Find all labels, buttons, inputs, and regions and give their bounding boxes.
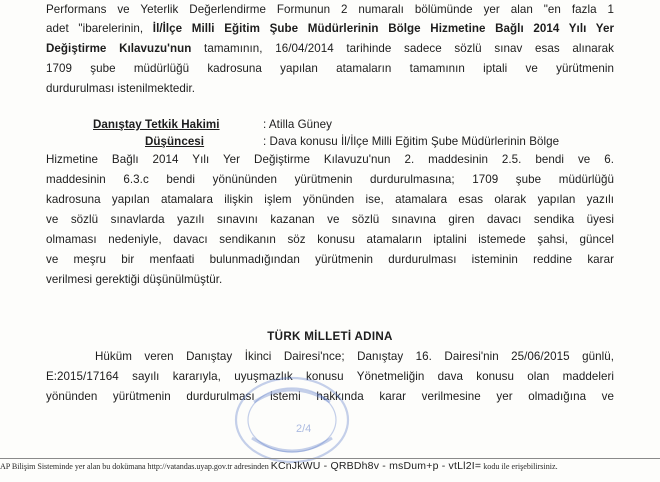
paragraph-1-line-3-text: tamamının, 16/04/2014 tarihinde sadece sözlü sınav esas alınarak xyxy=(191,42,615,55)
footer-prefix: AP Bilişim Sisteminde yer alan bu dokümana http://vatandas.uyap.gov.tr adresinden xyxy=(0,462,269,471)
opinion-line: ve meşru bir menfaati bulunmadığından yürütmenin durdurulması isteminin reddine karar xyxy=(46,253,614,266)
judge-value: : Atilla Güney xyxy=(263,118,333,131)
judgment-line-3: yönünden yürütmenin durdurulması istemi hakkında karar verilmesine yer olmadığına ve xyxy=(46,390,614,403)
footer-verification-code: KCnJkWU - QRBDh8v - msDum+p - vtLl2I= xyxy=(270,460,482,472)
opinion-line: olmaması nedeniyle, davacı sendikanın söz konusu atamaların iptalini istemede şahsi, güncel xyxy=(46,233,614,246)
paragraph-1-line-5: durdurulması istenilmektedir. xyxy=(46,82,196,95)
opinion-line: maddesinin 6.3.c bendi yönününden yürütmenin durdurulmasına; 1709 şube müdürlüğü xyxy=(46,173,614,186)
paragraph-1-line-2 xyxy=(46,22,614,36)
guideline-title-part-2: Değiştirme Kılavuzu'nun xyxy=(46,42,192,55)
judgment-line-2: E:2015/17164 sayılı kararıyla, uyuşmazlık konusu Yönetmeliğin dava konusu olan maddeleri xyxy=(46,370,614,383)
paragraph-1-line-2-text: adet "ibarelerinin, xyxy=(46,22,153,35)
judge-label: Danıştay Tetkik Hakimi xyxy=(93,118,220,131)
footer xyxy=(0,460,660,472)
paragraph-1-line-1: Performans ve Yeterlik Değerlendirme Formunun 2 numaralı bölümünde yer alan "en fazla 1 xyxy=(46,3,614,16)
opinion-line: Hizmetine Bağlı 2014 Yılı Yer Değiştirme Kılavuzu'nun 2. maddesinin 2.5. bendi ve 6. xyxy=(46,153,614,166)
opinion-line: kadrosuna yapılan atamalara ilişkin işlem yönünden ise, atamalara esas olarak yapılan yazılı xyxy=(46,193,614,206)
paragraph-1-line-3 xyxy=(46,42,614,56)
stamp-page-number: 2/4 xyxy=(296,423,312,435)
opinion-line: ve sözlü sınavlarda yazılı sınavını kazanan ve sözlü sınavına giren davacı sendika üyesi xyxy=(46,213,614,226)
guideline-title-part-1: İl/İlçe Milli Eğitim Şube Müdürlerinin Bölge Hizmetine Bağlı 2014 Yılı Yer xyxy=(152,22,615,35)
judgment-line-1: Hüküm veren Danıştay İkinci Dairesi'nce; Danıştay 16. Dairesi'nin 25/06/2015 günlü, xyxy=(95,350,614,363)
opinion-label: Düşüncesi xyxy=(145,135,205,148)
footer-divider xyxy=(0,458,660,459)
footer-suffix: kodu ile erişebilirsiniz. xyxy=(483,462,558,471)
paragraph-1-line-4: 1709 şube müdürlüğü kadrosuna yapılan atamaların tamamının iptali ve yürütmenin xyxy=(46,62,614,75)
section-heading: TÜRK MİLLETİ ADINA xyxy=(267,330,393,343)
judge-row xyxy=(93,118,333,132)
opinion-last-line: verilmesi gerektiği düşünülmüştür. xyxy=(46,273,223,286)
opinion-first-line: : Dava konusu İl/İlçe Milli Eğitim Şube Müdürlerinin Bölge xyxy=(263,135,560,148)
court-seal-stamp xyxy=(232,372,352,464)
